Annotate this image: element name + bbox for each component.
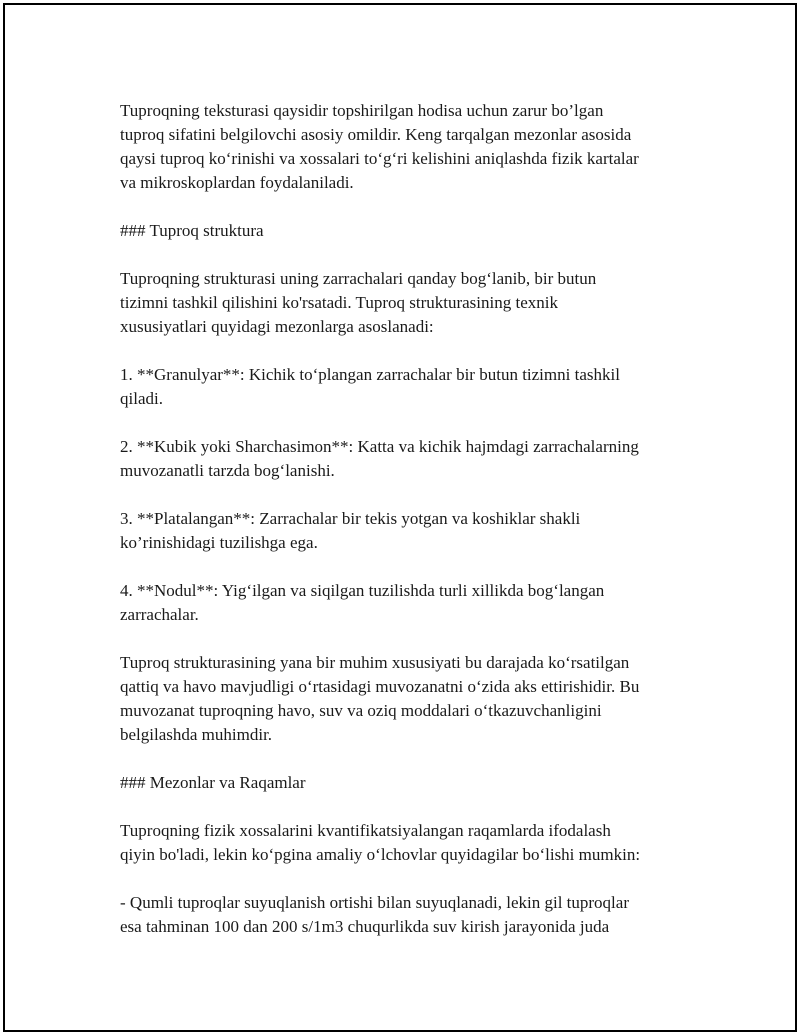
document-body [120, 99, 690, 963]
list-item-nodular: 4. **Nodul**: Yig‘ilgan va siqilgan tuzilishda turli xillikda bog‘langan zarrachalar. [120, 581, 605, 624]
criteria-paragraph: Tuproqning fizik xossalarini kvantifikatsiyalangan raqamlarda ifodalash qiyin bo'ladi, lekin ko‘pgina amaliy o‘lchovlar quyidagilar bo‘lishi mumkin: [120, 821, 641, 864]
list-item-cubic: 2. **Kubik yoki Sharchasimon**: Katta va kichik hajmdagi zarrachalarning muvozanatli tarzda bog‘lanishi. [120, 437, 639, 480]
list-item-platy: 3. **Platalangan**: Zarrachalar bir tekis yotgan va koshiklar shakli ko’rinishidagi tuzilishga ega. [120, 509, 581, 552]
section-heading-criteria: ### Mezonlar va Raqamlar [120, 773, 306, 792]
structure-paragraph: Tuproqning strukturasi uning zarrachalari qanday bog‘lanib, bir butun tizimni tashkil qilishini ko'rsatadi. Tuproq strukturasining texnik xususiyatlari quyidagi mezonlarga asoslanadi: [120, 269, 597, 336]
intro-paragraph: Tuproqning teksturasi qaysidir topshirilgan hodisa uchun zarur bo’lgan tuproq sifatini belgilovchi asosiy omildir. Keng tarqalgan mezonlar asosida qaysi tuproq ko‘rinishi va xossalari to‘g‘ri kelishini aniqlashda fizik kartalar va mikroskoplardan foydalaniladi. [120, 101, 639, 192]
list-item-granular: 1. **Granulyar**: Kichik to‘plangan zarrachalar bir butun tizimni tashkil qiladi. [120, 365, 620, 408]
section-heading-structure: ### Tuproq struktura [120, 221, 264, 240]
document-page [3, 3, 797, 1032]
balance-paragraph: Tuproq strukturasining yana bir muhim xususiyati bu darajada ko‘rsatilgan qattiq va havo mavjudligi o‘rtasidagi muvozanatni o‘zida aks ettirishidir. Bu muvozanat tuproqning havo, suv va oziq moddalari o‘tkazuvchanligini belgilashda muhimdir. [120, 653, 640, 744]
bullet-item-sandy-soils: - Qumli tuproqlar suyuqlanish ortishi bilan suyuqlanadi, lekin gil tuproqlar esa tahminan 100 dan 200 s/1m3 chuqurlikda suv kirish jarayonida juda [120, 893, 629, 936]
